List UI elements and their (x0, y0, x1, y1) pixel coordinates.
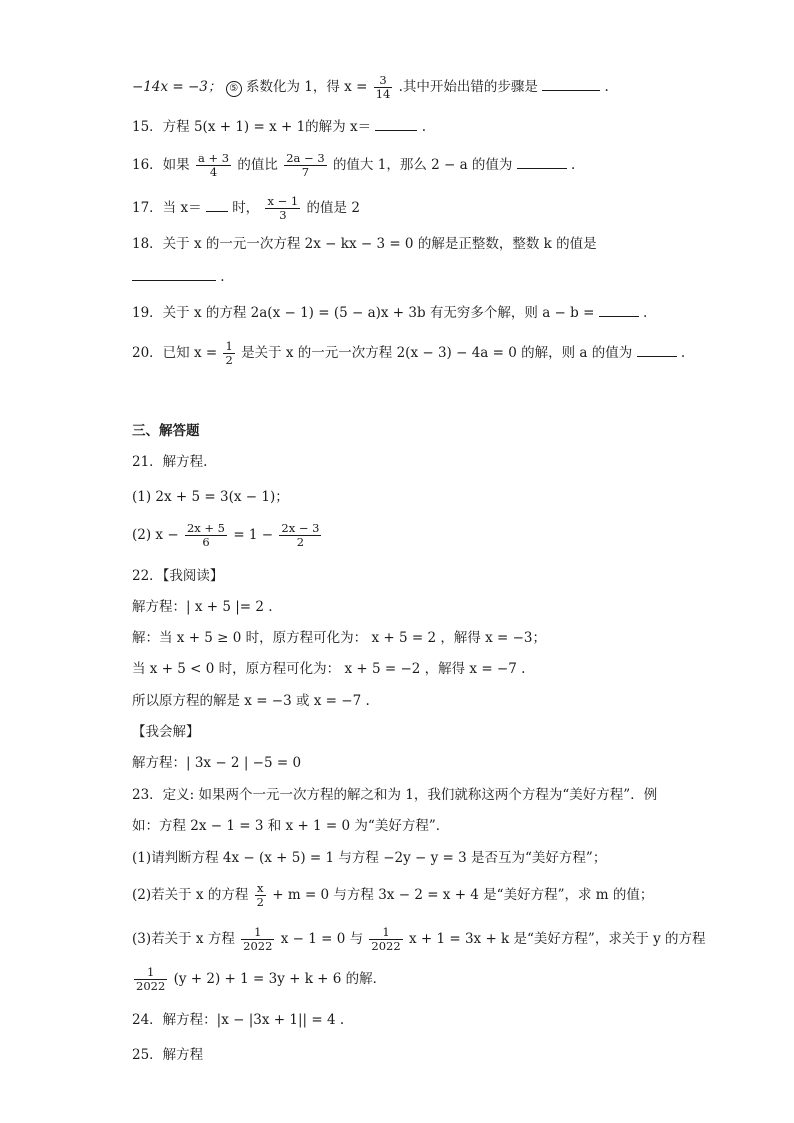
question-15: 15．方程 5(x + 1) = x + 1的解为 x＝ . (132, 116, 426, 136)
q16-mid: 的值比 (237, 157, 278, 173)
question-20: 20．已知 x = $\frac{1}{2}$ 是关于 x 的一元一次方程 2(x − 3) − 4a = 0 的解，则 a 的值为 . (132, 339, 686, 367)
q14-tail-line: −14x = −3； ⑤ 系数化为 1，得 x = $\frac{3}{14}$ .其中开始出错的步骤是 . (132, 73, 609, 101)
q23-fraction-2: $\frac{1}{2022}$ (371, 925, 401, 953)
q20-post: 是关于 x 的一元一次方程 2(x − 3) − 4a = 0 的解，则 a 的值为 (241, 345, 633, 361)
q20-pre: 20．已知 x = (132, 345, 218, 361)
q23-line-3: (1)请判断方程 4x − (x + 5) = 1 与方程 −2y − y = 3 是否互为“美好方程”； (132, 850, 607, 866)
step-5-marker: ⑤ (226, 81, 242, 97)
q14-text2: .其中开始出错的步骤是 (398, 79, 538, 95)
q17-mid: 时， (232, 200, 260, 216)
q16-answer-blank[interactable] (517, 154, 567, 169)
q18-text: 18．关于 x 的一元一次方程 2x − kx − 3 = 0 的解是正整数，整数 k 的值是 (132, 236, 597, 252)
q21-fraction-1: $\frac{2x + 5}{6}$ (186, 521, 226, 549)
q22-line-5: 【我会解】 (132, 724, 200, 740)
q20-fraction: $\frac{1}{2}$ (225, 339, 233, 367)
question-21-title: 21．解方程. (132, 454, 208, 470)
q14-equation: −14x = −3； (132, 79, 222, 95)
q14-text1: 系数化为 1，得 x = (246, 79, 368, 95)
q16-post: 的值大 1，那么 2 − a 的值为 (332, 157, 513, 173)
q17-answer-blank[interactable] (206, 197, 228, 212)
question-19: 19．关于 x 的方程 2a(x − 1) = (5 − a)x + 3b 有无穷多个解，则 a − b = . (132, 302, 647, 322)
q23-line-5: (3)若关于 x 方程 $\frac{1}{2022}$ x − 1 = 0 与 $\frac{1}{2022}$ x + 1 = 3x + k 是“美好方程”，求关于 y 的方程 (132, 925, 706, 953)
q22-line-2: 解：当 x + 5 ≥ 0 时，原方程可化为： x + 5 = 2 ，解得 x = −3； (132, 630, 547, 646)
q17-pre: 17．当 x＝ (132, 200, 202, 216)
q16-fraction-1: $\frac{a + 3}{4}$ (197, 151, 230, 179)
q18-answer-blank[interactable] (132, 266, 216, 281)
question-21-part-1: (1) 2x + 5 = 3(x − 1)； (132, 489, 289, 505)
q14-fraction: $\frac{3}{14}$ (375, 73, 391, 101)
question-18 (132, 235, 597, 253)
q20-answer-blank[interactable] (637, 342, 677, 357)
question-17 (132, 195, 360, 222)
question-18-answer-line: . (132, 266, 225, 286)
q14-answer-blank[interactable] (542, 76, 600, 91)
q19-answer-blank[interactable] (599, 302, 639, 317)
question-22-title: 22．【我阅读】 (132, 568, 224, 584)
question-24: 24．解方程：|x − |3x + 1|| = 4 . (132, 1012, 345, 1028)
q19-text: 19．关于 x 的方程 2a(x − 1) = (5 − a)x + 3b 有无穷多个解，则 a − b = (132, 305, 595, 321)
q16-pre: 16．如果 (132, 157, 190, 173)
q22-line-4: 所以原方程的解是 x = −3 或 x = −7 . (132, 693, 370, 709)
q21-fraction-2: $\frac{2x - 3}{2}$ (281, 521, 320, 549)
q17-post: 的值是 2 (306, 200, 360, 216)
q23-fraction-1: $\frac{1}{2022}$ (243, 925, 273, 953)
q23-line-4: (2)若关于 x 的方程 $\frac{x}{2}$ + m = 0 与方程 3x − 2 = x + 4 是“美好方程”，求 m 的值； (132, 881, 654, 909)
q22-line-1: 解方程：| x + 5 |= 2 . (132, 599, 273, 615)
question-21-part-2: (2) x − $\frac{2x + 5}{6}$ = 1 − $\frac{2x - 3}{2}$ (132, 521, 320, 549)
q15-text: 15．方程 5(x + 1) = x + 1的解为 x＝ (132, 119, 372, 135)
q23-fraction-3: $\frac{1}{2022}$ (136, 965, 166, 993)
q22-line-3: 当 x + 5 < 0 时，原方程可化为： x + 5 = −2 ，解得 x = −7 . (132, 661, 526, 677)
q22-line-6: 解方程：| 3x − 2 | −5 = 0 (132, 755, 302, 771)
question-25: 25．解方程 (132, 1047, 204, 1063)
section-3-heading: 三、解答题 (132, 423, 200, 439)
q23-line-2: 如：方程 2x − 1 = 3 和 x + 1 = 0 为“美好方程”． (132, 818, 450, 834)
q16-fraction-2: $\frac{2a - 3}{7}$ (286, 151, 325, 179)
q15-answer-blank[interactable] (375, 116, 417, 131)
q17-fraction: $\frac{x - 1}{3}$ (267, 194, 299, 222)
q23-line-6: $\frac{1}{2022}$ (y + 2) + 1 = 3y + k + 6 的解． (136, 965, 387, 993)
q23-fraction-x-over-2: $\frac{x}{2}$ (256, 881, 264, 909)
question-16: 16．如果 $\frac{a + 3}{4}$ 的值比 $\frac{2a - 3}{7}$ 的值大 1，那么 2 − a 的值为 . (132, 151, 576, 179)
q23-line-1: 23．定义: 如果两个一元一次方程的解之和为 1，我们就称这两个方程为“美好方程”．例 (132, 787, 658, 803)
